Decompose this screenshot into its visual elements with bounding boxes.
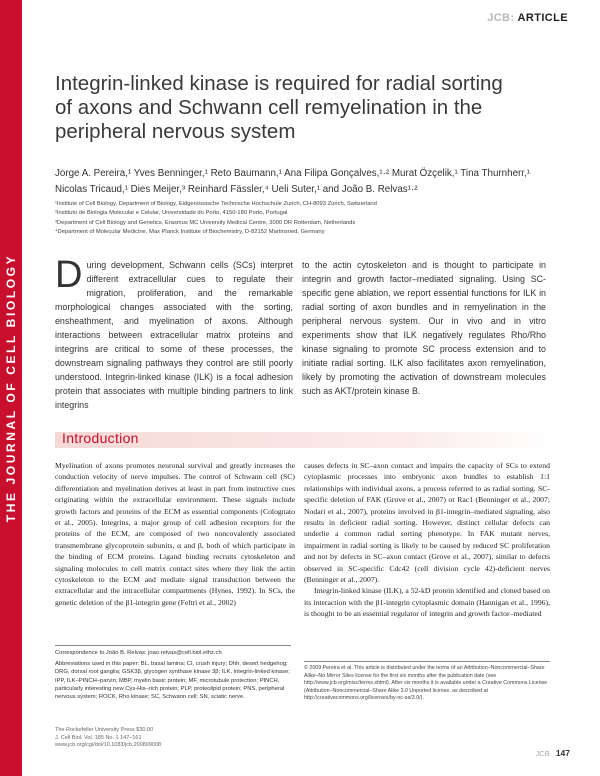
abstract-left-text: uring development, Schwann cells (SCs) interpret different extracellular cues to regulate their migration, proliferation, and the remarkable morphological changes associated with the sorting, ensheathment, and myelination of axons. Although interactions between extracellular matrix proteins and integrins are critical to some of these processes, the downstream signaling pathways they control are still poorly understood. Integrin-linked kinase (ILK) is a focal adhesion protein that associates with multiple binding partners to link integrins bbox=[55, 260, 293, 410]
body-paragraph: causes defects in SC–axon contact and impairs the capacity of SCs to extend cytoplasmic processes into embryonic axon bundles to establish 1:1 relationships with individual axons, a process referred to as radial sorting. SC-specific deletion of FAK (Grove et al., 2007) or Rac1 (Benninger et al., 2007; Nodari et al., 2007), proteins involved in β1-integrin–mediated signaling, also results in deficient radial sorting. However, distinct cellular defects can underlie a common radial sorting phenotype. In FAK mutant nerves, impairment in radial sorting is likely to be caused by reduced SC proliferation and not by defects in SC–axon contact (Grove et al., 2007), similar to defects observed in SC-specific Cdc42 (cell division cycle 42)-deficient nerves (Benninger et al., 2007). bbox=[304, 461, 550, 585]
body-right-column bbox=[304, 460, 550, 620]
license-note: © 2009 Pereira et al. This article is distributed under the terms of an Attribution–Noncommercial–Share Alike–No Mirror Sites license for the first six months after the publication date (see http://www.jcb.org/misc/terms.shtml). After six months it is available under a Creative Commons License (Attribution–Noncommercial–Share Alike 3.0 Unported license, as described at http://creativecommons.org/licenses/by-nc-sa/3.0/). bbox=[304, 661, 550, 703]
journal-tag-label: ARTICLE bbox=[517, 12, 568, 24]
doi-link[interactable]: www.jcb.org/cgi/doi/10.1083/jcb.200809008 bbox=[55, 742, 162, 749]
body-paragraph: Myelination of axons promotes neuronal survival and greatly increases the conduction velocity of nerve impulses. The control of Schwann cell (SC) differentiation and myelination derives at least in part from instructive cues originating within the extracellular environment. These signals include growth factors and proteins of the ECM as essential components (Colognato et al., 2005). Integrins, a major group of cell adhesion receptors for the proteins of the ECM, are composed of two noncovalently associated transmembrane glycoprotein subunits, α and β, both of which participate in the binding of ECM proteins. Ligand binding recruits cytoskeleton and signaling molecules to cell matrix contact sites where they link the actin cytoskeleton to the ECM and mediate signal transduction between the extracellular and the intracellular compartments (Hynes, 1992). In SCs, the genetic deletion of the β1-integrin gene (Feltri et al., 2002) bbox=[55, 461, 295, 607]
publisher-line: The Rockefeller University Press $30.00 bbox=[55, 727, 154, 733]
journal-abbrev: JCB bbox=[535, 749, 550, 758]
body-paragraph: Integrin-linked kinase (ILK), a 52-kD protein identified and cloned based on its interaction with the β1-integrin cytoplasmic domain (Hannigan et al., 1996), is thought to be an essential regulator of integrin and growth factor–mediated bbox=[304, 586, 550, 619]
author-line: Jorge A. Pereira,¹ Yves Benninger,¹ Reto Baumann,¹ Ana Filipa Gonçalves,¹·² Murat Özçelik,¹ Tina Thurnherr,¹ bbox=[55, 168, 530, 179]
abstract-right-column: to the actin cytoskeleton and is thought to participate in integrin and growth factor–mediated signaling. Using SC-specific gene ablation, we report essential functions for ILK in radial sorting of axon bundles and in remyelination in the peripheral nervous system. Our in vivo and in vitro experiments show that ILK negatively regulates Rho/Rho kinase signaling to promote SC process extension and to initiate radial sorting. ILK also facilitates axon remyelination, likely by promoting the activation of downstream molecules such as AKT/protein kinase B. bbox=[302, 260, 546, 396]
journal-sidebar-text: THE JOURNAL OF CELL BIOLOGY bbox=[4, 253, 18, 523]
abbreviations-note: Abbreviations used in this paper: BL, basal lamina; CI, crush injury; Dhh, desert hedgehog; DRG, dorsal root ganglia; GSK3β, glycogen synthase kinase 3β; ILK, integrin-linked kinase; IPP, ILK–PINCH–parvin; MBP, myelin basic protein; MF, microtubule protection; PINCH, particularly interesting new Cys-His–rich protein; PLP, proteolipid protein; PNS, peripheral nervous system; ROCK, Rho kinase; SC, Schwann cell; SN, sciatic nerve. bbox=[55, 661, 290, 701]
page-number: 147 bbox=[555, 748, 570, 758]
affiliation: ³Department of Cell Biology and Genetics, Erasmus MC University Medical Centre, 3000 DR Rotterdam, Netherlands bbox=[55, 219, 356, 226]
journal-tag-prefix: JCB: bbox=[487, 12, 515, 24]
publisher-footer bbox=[55, 727, 161, 750]
affiliation: ¹Institute of Cell Biology, Department of Biology, Eidgenössische Technische Hochschule Zurich, CH-8093 Zurich, Switzerland bbox=[55, 201, 377, 207]
section-heading: Introduction bbox=[62, 430, 139, 446]
correspondence-note: Correspondence to João B. Relvas: joao.relvas@cell.biol.ethz.ch bbox=[55, 645, 291, 657]
author-list bbox=[55, 166, 555, 198]
article-type-tag bbox=[487, 12, 568, 24]
affiliations bbox=[55, 200, 555, 238]
journal-sidebar-text-wrap bbox=[0, 0, 22, 776]
abstract-left-column bbox=[55, 254, 293, 412]
affiliation: ²Instituto de Biologia Molecular e Celular, Universidade do Porto, 4150-180 Porto, Portugal bbox=[55, 210, 288, 217]
footnotes bbox=[55, 645, 291, 701]
abstract-dropcap: D bbox=[55, 254, 83, 296]
body-left-column bbox=[55, 460, 295, 608]
affiliation: ⁴Department of Molecular Medicine, Max Planck Institute of Biochemistry, D-82152 Martinsried, Germany bbox=[55, 229, 325, 236]
page-footer bbox=[536, 748, 570, 758]
citation-line: J. Cell Biol. Vol. 185 No. 1 147–161 bbox=[55, 734, 142, 741]
article-title: Integrin-linked kinase is required for radial sorting of axons and Schwann cell remyelination in the peripheral nervous system bbox=[55, 72, 503, 143]
author-line: Nicolas Tricaud,¹ Dies Meijer,³ Reinhard Fässler,⁴ Ueli Suter,¹ and João B. Relvas¹·² bbox=[55, 184, 418, 195]
